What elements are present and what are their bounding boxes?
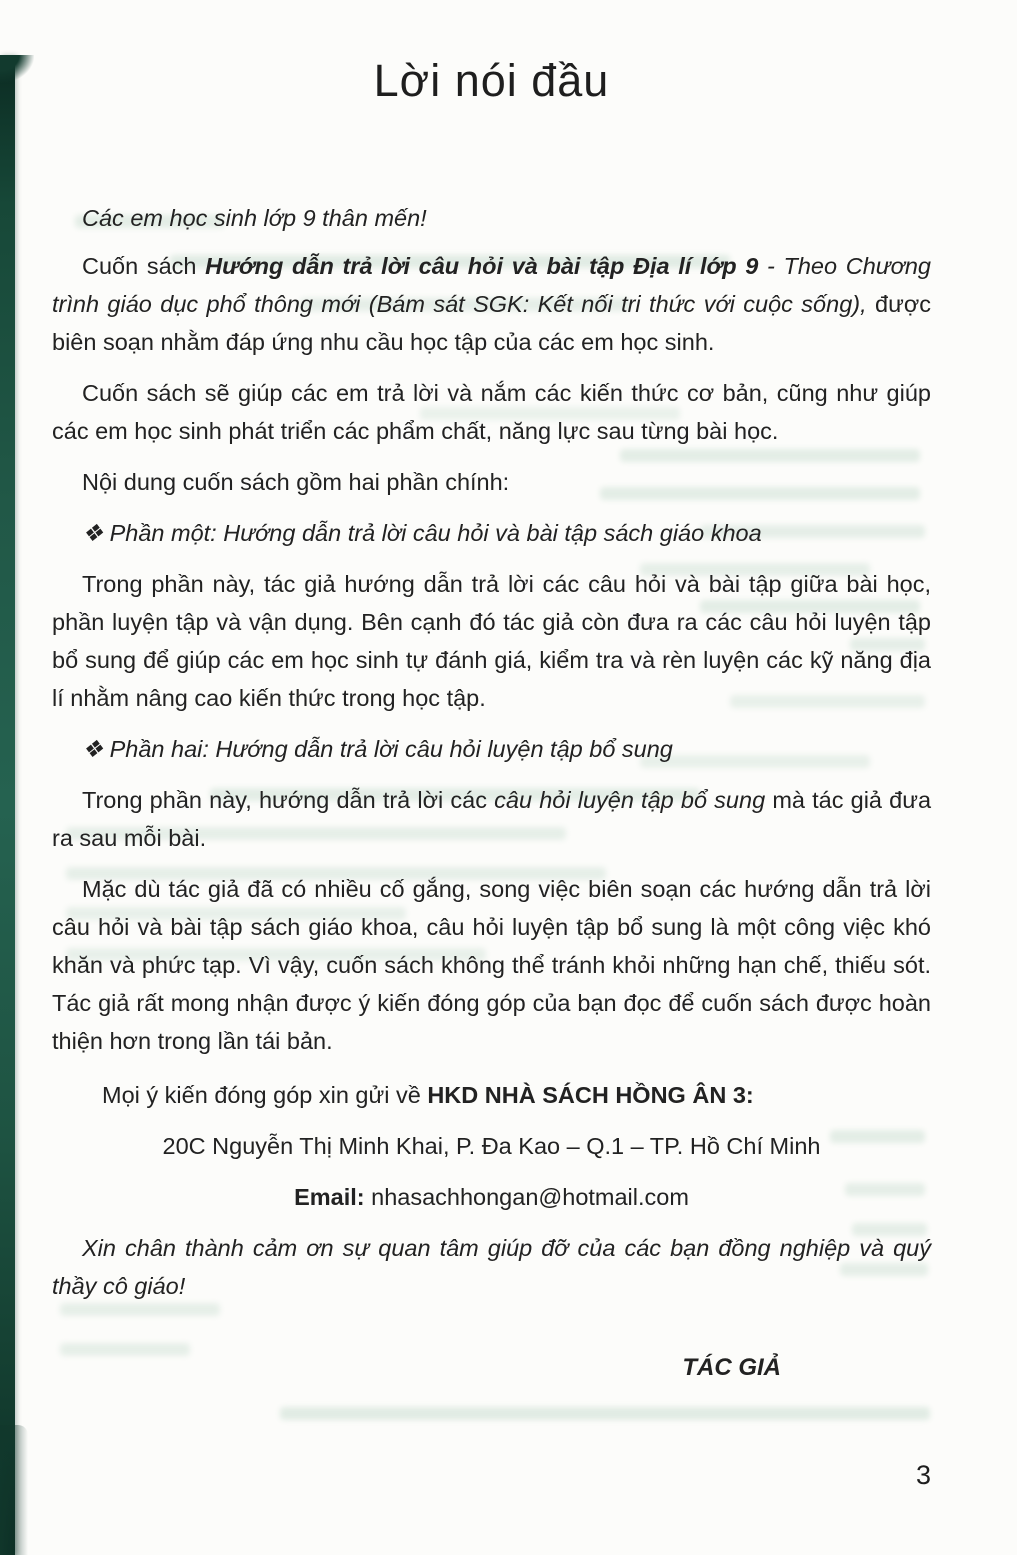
intro-paragraph bbox=[52, 247, 931, 361]
foreword-content bbox=[52, 55, 931, 1387]
text-segment: được biên soạn nhằm đáp ứng nhu cầu học tập của các em học sinh. bbox=[52, 291, 931, 355]
part-two-heading: ❖ Phần hai: Hướng dẫn trả lời câu hỏi luyện tập bổ sung bbox=[82, 736, 673, 762]
email-line bbox=[52, 1178, 931, 1216]
text-segment: câu hỏi luyện tập bổ sung bbox=[494, 787, 766, 813]
page-title: Lời nói đầu bbox=[373, 55, 610, 106]
contents-intro-paragraph: Nội dung cuốn sách gồm hai phần chính: bbox=[82, 469, 510, 495]
scan-edge-bottom-blob bbox=[0, 1425, 28, 1555]
email-label: Email: bbox=[294, 1184, 365, 1210]
scan-edge-strip bbox=[0, 55, 15, 1555]
scan-edge-top-blob bbox=[0, 55, 34, 83]
scanned-page bbox=[0, 55, 1017, 1490]
email-value: nhasachhongan@hotmail.com bbox=[364, 1184, 689, 1210]
book-title: Hướng dẫn trả lời câu hỏi và bài tập Địa lí lớp 9 bbox=[205, 253, 759, 279]
benefits-paragraph: Cuốn sách sẽ giúp các em trả lời và nắm các kiến thức cơ bản, cũng như giúp các em học sinh phát triển các phẩm chất, năng lực sau từng bài học. bbox=[52, 380, 931, 444]
author-signature: TÁC GIẢ bbox=[682, 1354, 781, 1381]
bleedthrough-artifact bbox=[280, 1407, 930, 1420]
address-line: 20C Nguyễn Thị Minh Khai, P. Đa Kao – Q.1 – TP. Hồ Chí Minh bbox=[162, 1133, 821, 1159]
feedback-paragraph bbox=[52, 1076, 931, 1114]
text-segment: Trong phần này, hướng dẫn trả lời các bbox=[82, 787, 495, 813]
text-segment: Cuốn sách bbox=[82, 253, 206, 279]
disclaimer-paragraph: Mặc dù tác giả đã có nhiều cố gắng, song việc biên soạn các hướng dẫn trả lời câu hỏi và bài tập sách giáo khoa, câu hỏi luyện tập bổ sung là một công việc khó khăn và phức tạp. Vì vậy, cuốn sách không thể tránh khỏi những hạn chế, thiếu sót. Tác giả rất mong nhận được ý kiến đóng góp của bạn đọc để cuốn sách được hoàn thiện hơn trong lần tái bản. bbox=[52, 876, 931, 1054]
text-segment: Mọi ý kiến đóng góp xin gửi về bbox=[102, 1082, 428, 1108]
part-one-description: Trong phần này, tác giả hướng dẫn trả lời các câu hỏi và bài tập giữa bài học, phần luyện tập và vận dụng. Bên cạnh đó tác giả còn đưa ra các câu hỏi luyện tập bổ sung để giúp các em học sinh tự đánh giá, kiểm tra và rèn luyện các kỹ năng địa lí nhằm nâng cao kiến thức trong học tập. bbox=[52, 571, 931, 711]
text-segment: mà tác giả đưa ra sau mỗi bài. bbox=[52, 787, 932, 851]
store-name: HKD NHÀ SÁCH HỒNG ÂN 3: bbox=[427, 1082, 754, 1108]
part-two-description bbox=[52, 781, 931, 857]
text-segment: - Theo Chương trình giáo dục phổ thông mới (Bám sát SGK: Kết nối tri thức với cuộc sống), bbox=[52, 253, 931, 317]
page-number: 3 bbox=[915, 1460, 931, 1490]
part-one-heading: ❖ Phần một: Hướng dẫn trả lời câu hỏi và bài tập sách giáo khoa bbox=[82, 520, 762, 546]
thanks-paragraph: Xin chân thành cảm ơn sự quan tâm giúp đỡ của các bạn đồng nghiệp và quý thầy cô giáo! bbox=[52, 1235, 931, 1299]
greeting-paragraph: Các em học sinh lớp 9 thân mến! bbox=[82, 205, 427, 231]
